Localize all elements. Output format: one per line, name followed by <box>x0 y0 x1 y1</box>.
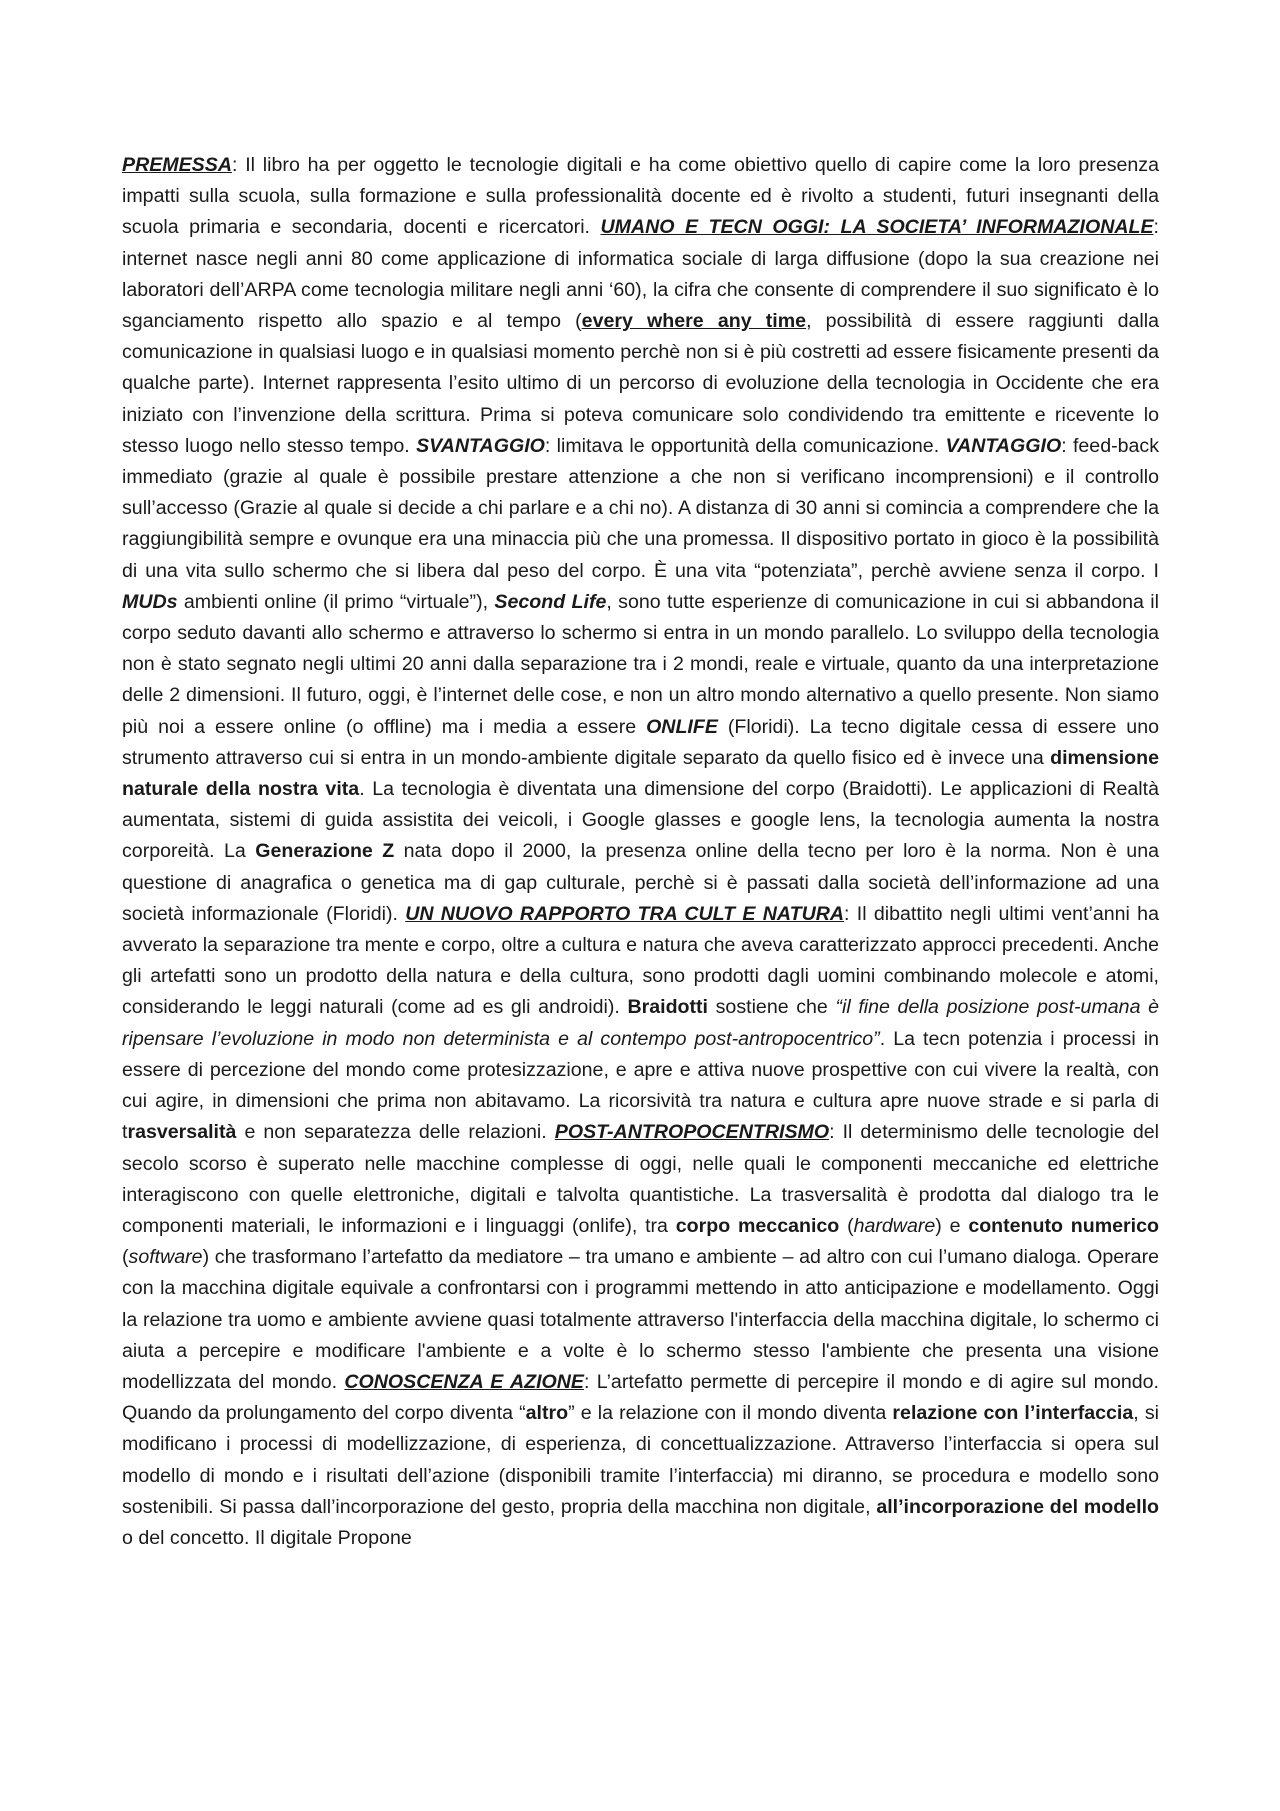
text-run: : limitava le opportunità della comunicazione. <box>544 434 946 457</box>
text-run: ( <box>122 1246 129 1269</box>
term-dimensione-naturale: dimensione naturale della nostra vita <box>122 746 1159 801</box>
text-run: . La tecnologia è diventata una dimensione del corpo (Braidotti). Le applicazioni di Realtà aumentata, sistemi di guida assistita dei veicoli, i Google glasses e google lens, la tecnologia aumenta la nostra corporeità. La <box>122 778 1159 863</box>
term-trasversalita: rasversalità <box>127 1121 237 1144</box>
term-software: software <box>128 1246 203 1269</box>
text-run: , si modificano i processi di modellizzazione, di esperienza, di concettualizzazione. Attraverso l’interfaccia si opera sul modello di mondo e i risultati dell’azione (disponibili tramite l’interfaccia) mi diranno, se procedura e modello sono sostenibili. Si passa dall’incorporazione del gesto, propria della macchina non digitale, <box>122 1402 1159 1518</box>
term-vantaggio: VANTAGGIO <box>945 434 1062 457</box>
body-paragraph <box>122 150 1159 1554</box>
text-run: : Il determinismo delle tecnologie del secolo scorso è superato nelle macchine complesse di oggi, nelle quali le componenti meccaniche ed elettriche interagiscono con quelle elettroniche, digitali e talvolta quantistiche. La trasversalità è prodotta dal dialogo tra le componenti materiali, le informazioni e i linguaggi (onlife), tra <box>122 1121 1159 1237</box>
text-run: ) che trasformano l’artefatto da mediatore – tra umano e ambiente – ad altro con cui l’umano dialoga. Operare con la macchina digitale equivale a confrontarsi con i programmi mettendo in atto anticipazione e modellamento. Oggi la relazione tra uomo e ambiente avviene quasi totalmente attraverso l'interfaccia della macchina digitale, lo schermo ci aiuta a percepire e modificare l'ambiente e a volte è lo schermo stesso l'ambiente che presenta una visione modellizzata del mondo. <box>122 1246 1159 1393</box>
term-generazione-z: Generazione Z <box>255 840 395 863</box>
term-incorporazione-modello: all’incorporazione del modello <box>876 1495 1159 1518</box>
term-relazione-interfaccia: relazione con l’interfaccia <box>892 1402 1134 1425</box>
term-braidotti: Braidotti <box>627 996 708 1019</box>
text-run: ) e <box>935 1214 969 1237</box>
text-run: : Il dibattito negli ultimi vent’anni ha avverato la separazione tra mente e corpo, oltre a cultura e natura che aveva caratterizzato approcci precedenti. Anche gli artefatti sono un prodotto della natura e della cultura, sono prodotti dagli uomini combinando molecole e atomi, considerando le leggi naturali (come ad es gli androidi). <box>122 902 1159 1019</box>
text-run: : L’artefatto permette di percepire il mondo e di agire sul mondo. Quando da prolungamento del corpo diventa “ <box>122 1370 1159 1425</box>
term-every-where-any-time: every where any time <box>581 310 807 333</box>
text-run: sostiene che <box>708 996 836 1019</box>
heading-nuovo-rapporto: UN NUOVO RAPPORTO TRA CULT E NATURA <box>405 902 845 925</box>
term-svantaggio: SVANTAGGIO <box>416 434 545 457</box>
text-run: ” e la relazione con il mondo diventa <box>568 1402 893 1425</box>
text-run: (Floridi). La tecno digitale cessa di essere uno strumento attraverso cui si entra in un mondo-ambiente digitale separato da quello fisico ed è invece una <box>122 715 1159 769</box>
heading-premessa: PREMESSA <box>122 154 232 176</box>
text-run: ambienti online (il primo “virtuale”), <box>177 590 495 613</box>
term-contenuto-numerico: contenuto numerico <box>968 1214 1159 1237</box>
text-run: , sono tutte esperienze di comunicazione in cui si abbandona il corpo seduto davanti allo schermo e attraverso lo schermo si entra in un mondo parallelo. Lo sviluppo della tecnologia non è stato segnato negli ultimi 20 anni dalla separazione tra i 2 mondi, reale e virtuale, quanto da una interpretazione delle 2 dimensioni. Il futuro, oggi, è l’internet delle cose, e non un altro mondo alternativo a quello presente. Non siamo più noi a essere online (o offline) ma i media a essere <box>122 590 1159 738</box>
heading-post-antropocentrismo: POST-ANTROPOCENTRISMO <box>554 1121 830 1144</box>
text-run: ( <box>839 1214 854 1237</box>
term-muds: MUDs <box>122 590 178 613</box>
text-run: : internet nasce negli anni 80 come applicazione di informatica sociale di larga diffusione (dopo la sua creazione nei laboratori dell’ARPA come tecnologia militare negli anni ‘60), la cifra che consente di comprendere il suo significato è lo sganciamento rispetto allo spazio e al tempo ( <box>122 216 1159 333</box>
text-run: , possibilità di essere raggiunti dalla comunicazione in qualsiasi luogo e in qualsiasi momento perchè non si è più costretti ad essere fisicamente presenti da qualche parte). Internet rappresenta l’esito ultimo di un percorso di evoluzione della tecnologia in Occidente che era iniziato con l’invenzione della scrittura. Prima si poteva comunicare solo condividendo tra emittente e ricevente lo stesso luogo nello stesso tempo. <box>122 310 1159 457</box>
text-run: : feed-back immediato (grazie al quale è possibile prestare attenzione a che non si verificano incomprensioni) e il controllo sull’accesso (Grazie al quale si decide a chi parlare e a chi no). A distanza di 30 anni si comincia a comprendere che la raggiungibilità sempre e ovunque era una minaccia più che una promessa. Il dispositivo portato in gioco è la possibilità di una vita sullo schermo che si libera dal peso del corpo. È una vita “potenziata”, perchè avviene senza il corpo. I <box>122 434 1160 582</box>
term-hardware: hardware <box>853 1214 936 1237</box>
term-second-life: Second Life <box>494 590 607 613</box>
term-corpo-meccanico: corpo meccanico <box>675 1214 840 1237</box>
text-run: nata dopo il 2000, la presenza online della tecno per loro è la norma. Non è una questione di anagrafica o genetica ma di gap culturale, perchè si è passati dalla società dell’informazione ad una società informazionale (Floridi). <box>122 840 1159 925</box>
quote-braidotti: “il fine della posizione post-umana è ripensare l’evoluzione in modo non determinista e al contempo post-antropocentrico” <box>122 996 1159 1050</box>
heading-conoscenza-e-azione: CONOSCENZA E AZIONE <box>344 1370 584 1393</box>
text-run: : Il libro ha per oggetto le tecnologie digitali e ha come obiettivo quello di capire come la loro presenza impatti sulla scuola, sulla formazione e sulla professionalità docente ed è rivolto a studenti, futuri insegnanti della scuola primaria e secondaria, docenti e ricercatori. <box>122 154 1159 239</box>
heading-umano-e-tecn-oggi: UMANO E TECN OGGI: LA SOCIETA’ INFORMAZIONALE <box>600 216 1154 239</box>
term-onlife: ONLIFE <box>646 715 718 738</box>
text-run: o del concetto. Il digitale Propone <box>122 1526 412 1549</box>
term-altro: altro <box>525 1402 569 1425</box>
text-run: . La tecn potenzia i processi in essere di percezione del mondo come protesizzazione, e apre e attiva nuove prospettive con cui vivere la realtà, con cui agire, in dimensioni che prima non abitavamo. La ricorsività tra natura e cultura apre nuove strade e si parla di t <box>122 1027 1159 1144</box>
text-run: e non separatezza delle relazioni. <box>236 1121 555 1144</box>
